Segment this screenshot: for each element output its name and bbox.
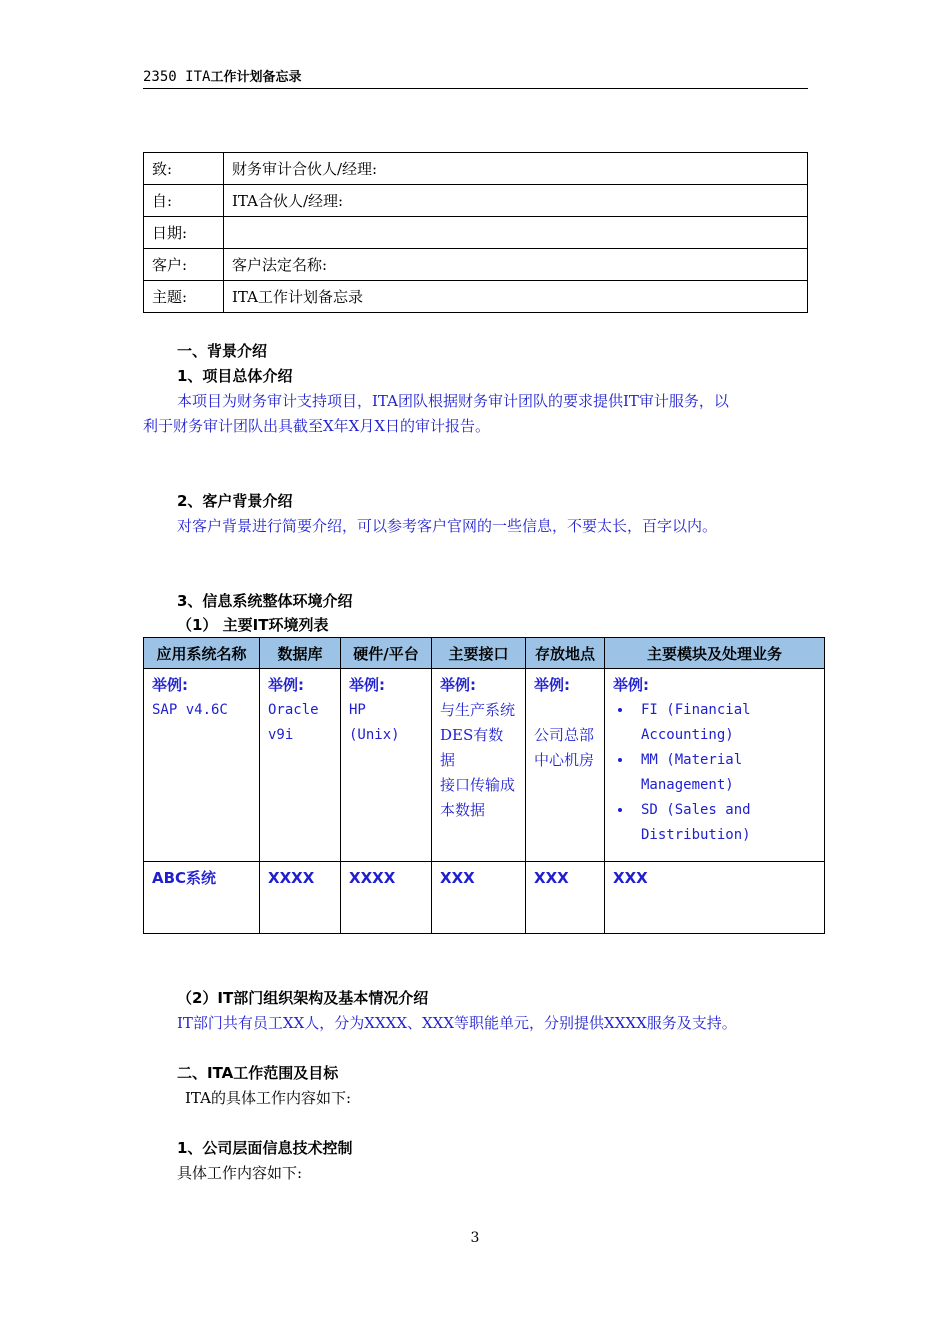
cell-iface [432,669,526,862]
col-header-app: 应用系统名称 [144,638,260,669]
cell-db [260,669,341,862]
table-row [144,862,825,934]
cell-modules [605,669,825,862]
memo-key: 客户: [144,249,224,281]
memo-header-table [143,152,808,313]
list-item: • SD (Sales and Distribution) [633,798,816,848]
it-environment-table [143,637,825,934]
example-iface-line4: 本数据 [440,801,486,819]
memo-row-subject [144,281,808,313]
section-2-title: 二、ITA工作范围及目标 [177,1064,339,1082]
example-label: 举例: [152,676,188,694]
header-title: 工作计划备忘录 [210,70,302,85]
cell-iface: XXX [432,862,526,934]
modules-list [613,698,816,848]
memo-key: 主题: [144,281,224,313]
header-number: 2350 [143,69,177,85]
section-1-3-title: 3、信息系统整体环境介绍 [177,592,353,610]
section-2-1-text: 具体工作内容如下: [177,1164,303,1182]
example-label: 举例: [349,676,385,694]
example-iface-line3: 接口传输成 [440,776,516,794]
page-header [143,66,808,89]
col-header-iface: 主要接口 [432,638,526,669]
section-1-title: 一、背景介绍 [177,342,268,360]
example-loc-line1: 公司总部 [534,726,595,744]
memo-key: 日期: [144,217,224,249]
section-1-1-title: 1、项目总体介绍 [177,367,293,385]
section-1-1-text-line1: 本项目为财务审计支持项目，ITA团队根据财务审计团队的要求提供IT审计服务，以 [177,392,729,410]
example-db-line1: Oracle [268,702,319,718]
section-2-text: ITA的具体工作内容如下: [185,1089,351,1107]
memo-row-from [144,185,808,217]
section-1-2-title: 2、客户背景介绍 [177,492,293,510]
list-item: • FI (Financial Accounting) [633,698,816,748]
section-1-3-sub1: （1） 主要IT环境列表 [177,616,329,634]
page-number: 3 [470,1230,480,1246]
cell-app: ABC系统 [144,862,260,934]
header-prefix: ITA [185,69,211,85]
col-header-modules: 主要模块及处理业务 [605,638,825,669]
section-2-1-title: 1、公司层面信息技术控制 [177,1139,353,1157]
memo-row-date [144,217,808,249]
col-header-db: 数据库 [260,638,341,669]
cell-db: XXXX [260,862,341,934]
memo-value: ITA工作计划备忘录 [224,281,808,313]
cell-modules: XXX [605,862,825,934]
section-1-3-sub2: （2）IT部门组织架构及基本情况介绍 [177,989,429,1007]
example-label: 举例: [613,676,649,694]
section-1-1-text-line2: 利于财务审计团队出具截至X年X月X日的审计报告。 [143,417,491,435]
table-header-row [144,638,825,669]
cell-hw [341,669,432,862]
memo-row-client [144,249,808,281]
list-item: • MM (Material Management) [633,748,816,798]
memo-value [224,217,808,249]
memo-row-to [144,153,808,185]
memo-value: ITA合伙人/经理: [224,185,808,217]
section-1-2-text: 对客户背景进行简要介绍，可以参考客户官网的一些信息，不要太长，百字以内。 [177,517,718,535]
example-label: 举例: [534,676,570,694]
col-header-location: 存放地点 [526,638,605,669]
cell-location: XXX [526,862,605,934]
example-label: 举例: [268,676,304,694]
memo-value: 客户法定名称: [224,249,808,281]
example-iface-line2: DES有数据 [440,726,504,769]
example-hw: HP (Unix) [349,702,400,743]
example-db-line2: v9i [268,727,294,743]
example-iface-line1: 与生产系统 [440,701,516,719]
col-header-hw: 硬件/平台 [341,638,432,669]
cell-hw: XXXX [341,862,432,934]
example-app: SAP v4.6C [152,702,228,718]
memo-value: 财务审计合伙人/经理: [224,153,808,185]
example-label: 举例: [440,676,476,694]
example-loc-line2: 中心机房 [534,751,595,769]
table-row-example [144,669,825,862]
memo-key: 自: [144,185,224,217]
section-1-3-sub2-text: IT部门共有员工XX人，分为XXXX、XXX等职能单元，分别提供XXXX服务及支持。 [177,1014,737,1032]
memo-key: 致: [144,153,224,185]
cell-app [144,669,260,862]
cell-location [526,669,605,862]
